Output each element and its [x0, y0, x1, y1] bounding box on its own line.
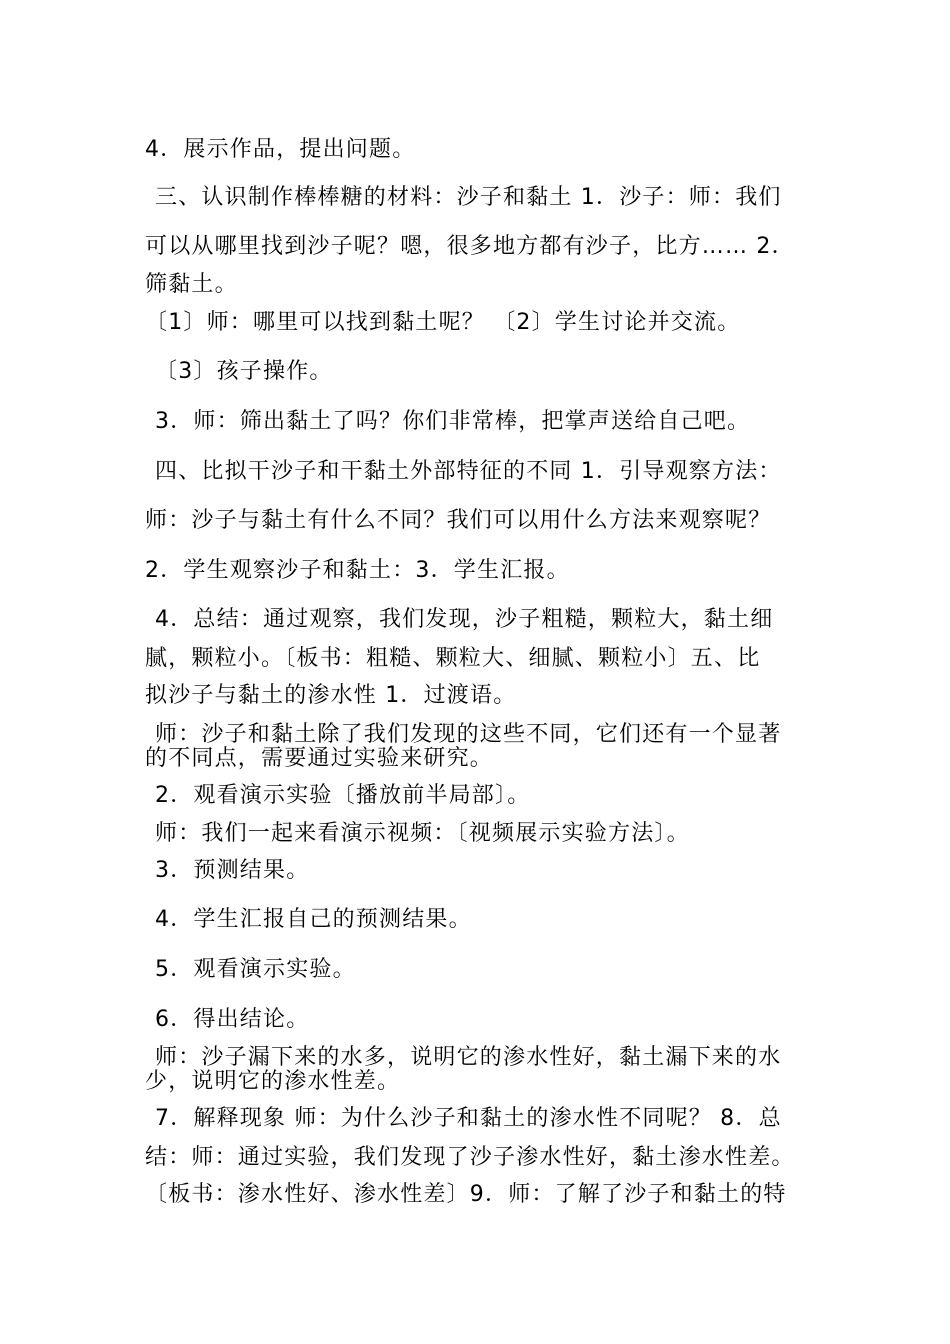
text-line: 三、认识制作棒棒糖的材料：沙子和黏土 1．沙子：师：我们 [155, 185, 782, 210]
text-line: 结：师：通过实验，我们发现了沙子渗水性好，黏土渗水性差。 [145, 1145, 795, 1170]
text-line: 〔1〕师：哪里可以找到黏土呢？ 〔2〕学生讨论并交流。 [145, 310, 741, 335]
text-line: 7．解释现象 师：为什么沙子和黏土的渗水性不同呢？ 8．总 [155, 1106, 782, 1131]
text-line: 2．观看演示实验〔播放前半局部〕。 [155, 783, 531, 808]
text-line: 6．得出结论。 [155, 1007, 310, 1032]
text-line: 4．展示作品，提出问题。 [145, 137, 416, 162]
text-line: 师：沙子漏下来的水多，说明它的渗水性好，黏土漏下来的水 [155, 1045, 782, 1070]
text-line: 师：我们一起来看演示视频：〔视频展示实验方法〕。 [155, 821, 690, 846]
text-line: 5．观看演示实验。 [155, 957, 356, 982]
text-line: 腻，颗粒小。〔板书：粗糙、颗粒大、细腻、颗粒小〕五、比 [145, 646, 761, 671]
text-line: 师：沙子和黏土除了我们发现的这些不同，它们还有一个显著 [155, 722, 782, 747]
text-line: 3．师：筛出黏土了吗？你们非常棒，把掌声送给自己吧。 [155, 409, 751, 434]
text-line: 筛黏土。 [145, 272, 238, 297]
text-line: 可以从哪里找到沙子呢？嗯，很多地方都有沙子，比方…… 2． [145, 234, 795, 259]
text-line: 的不同点，需要通过实验来研究。 [145, 746, 494, 771]
text-line: 师：沙子与黏土有什么不同？我们可以用什么方法来观察呢？ [145, 508, 772, 533]
text-line: 2．学生观察沙子和黏土：3．学生汇报。 [145, 558, 570, 583]
text-line: 3．预测结果。 [155, 858, 310, 883]
text-line: 少，说明它的渗水性差。 [145, 1069, 401, 1094]
text-line: 4．总结：通过观察，我们发现，沙子粗糙，颗粒大，黏土细 [155, 607, 774, 632]
text-line: 拟沙子与黏土的渗水性 1．过渡语。 [145, 683, 517, 708]
text-line: 〔3〕孩子操作。 [155, 359, 333, 384]
text-line: 四、比拟干沙子和干黏土外部特征的不同 1．引导观察方法： [155, 459, 782, 484]
text-line: 4．学生汇报自己的预测结果。 [155, 907, 472, 932]
text-line: 〔板书：渗水性好、渗水性差〕9．师：了解了沙子和黏土的特 [145, 1182, 787, 1207]
